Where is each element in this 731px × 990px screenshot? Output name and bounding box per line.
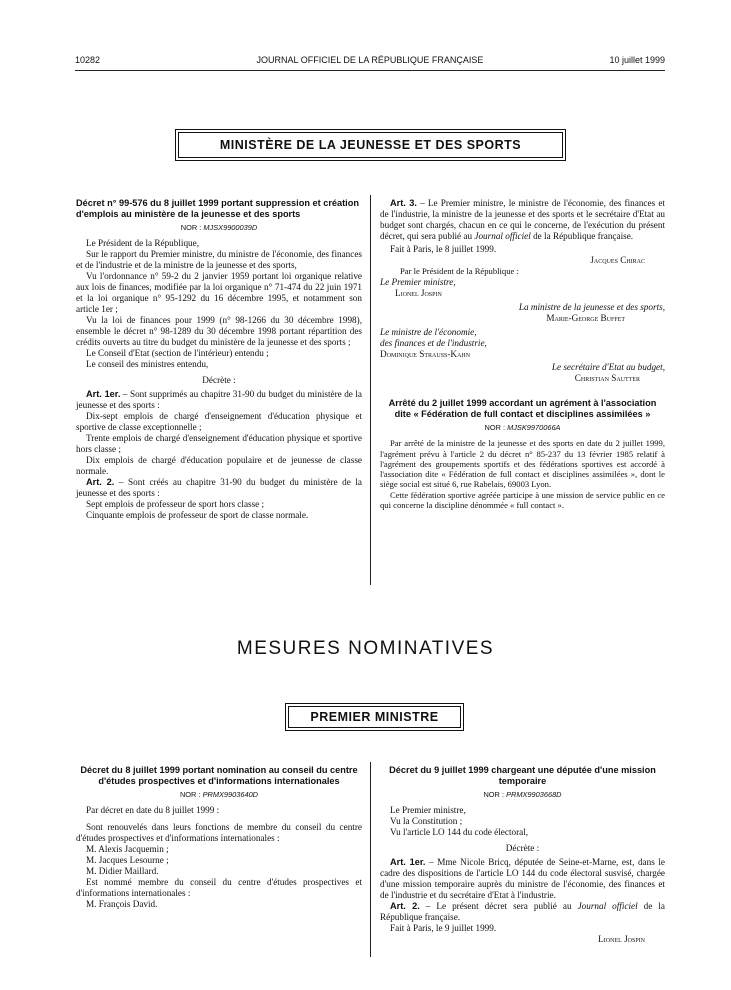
decret-title: Décret n° 99-576 du 8 juillet 1999 portant suppression et création d'emplois au ministère de la jeunesse et des sports	[76, 198, 359, 219]
article-1: Art. 1er. – Sont supprimés au chapitre 31-90 du budget du ministère de la jeunesse et des sports :	[76, 389, 362, 410]
nor-line: NOR : PRMX9903640D	[179, 790, 259, 799]
member: M. Jacques Lesourne ;	[86, 855, 169, 865]
list-item: Dix-sept emplois de chargé d'enseignement d'éducation physique et sportive de classe exceptionnelle ;	[76, 411, 362, 432]
mesures-nominatives-heading: MESURES NOMINATIVES	[236, 638, 495, 659]
member: M. Alexis Jacquemin ;	[86, 844, 169, 854]
paragraph: Le Conseil d'Etat (section de l'intérieur) entendu ;	[86, 348, 269, 358]
journal-title: JOURNAL OFFICIEL DE LA RÉPUBLIQUE FRANÇAISE	[256, 55, 484, 65]
nor-code: MJSK9970066A	[507, 423, 561, 433]
nor-code: PRMX9903668D	[506, 790, 562, 799]
nor-code: MJSX9900039D	[203, 223, 258, 232]
nor-line: NOR : MJSX9900039D	[180, 223, 258, 232]
paragraph: Le conseil des ministres entendu,	[86, 359, 209, 369]
article-3: Art. 3. – Le Premier ministre, le ministre de l'économie, des finances et de l'industrie, la ministre de la jeunesse et des sports et le secrétaire d'Etat au budget sont chargés, chacun en ce qui le concerne, de l'exécution du présent décret, qui sera publié au Journal officiel de la République française.	[380, 198, 665, 241]
article-1: Art. 1er. – Mme Nicole Bricq, députée de Seine-et-Marne, est, dans le cadre des dispositions de l'article LO 144 du code électoral susvisé, chargée d'une mission temporaire auprès du ministre de l'économie, des finances et de l'industrie et du secrétaire d'Etat à l'industrie.	[380, 857, 666, 900]
page-number: 10282	[75, 55, 101, 65]
pm-title: Le Premier ministre,	[380, 277, 456, 288]
signature: Lionel Jospin	[598, 934, 645, 944]
pm-name: Lionel Jospin	[395, 288, 442, 299]
secretaire-name: Christian Sautter	[574, 373, 640, 384]
list-item: Dix emplois de chargé d'éducation populaire et de jeunesse de classe normale.	[76, 455, 362, 476]
arrete-2-juillet	[380, 398, 665, 510]
par-le-president: Par le Président de la République :	[400, 266, 519, 276]
nor-line: NOR : PRMX9903668D	[483, 790, 562, 799]
paragraph: Vu l'ordonnance n° 59-2 du 2 janvier 1959 portant loi organique relative aux lois de finances, modifiée par la loi organique n° 71-474 du 22 juin 1971 et la loi organique n° 95-1292 du 16 décembre 1995, et notamment son article 1er ;	[76, 271, 362, 314]
decret-99-576-continued	[380, 198, 665, 510]
member: M. François David.	[86, 899, 158, 909]
paragraph: Vu l'article LO 144 du code électoral,	[390, 827, 529, 837]
list-item: Sept emplois de professeur de sport hors classe ;	[86, 499, 265, 509]
article-2: Art. 2. – Le présent décret sera publié au Journal officiel de la République française.	[380, 901, 665, 922]
nor-code: PRMX9903640D	[202, 790, 259, 799]
list-item: Trente emplois de chargé d'enseignement d'éducation physique et sportive hors classe ;	[76, 433, 362, 454]
paragraph: Est nommé membre du conseil du centre d'études prospectives et d'informations internationales :	[76, 877, 362, 898]
article-2: Art. 2. – Sont créés au chapitre 31-90 du budget du ministère de la jeunesse et des sports :	[76, 477, 362, 498]
page-header	[75, 55, 665, 69]
paragraph: Le Premier ministre,	[390, 805, 466, 815]
premier-ministre-box	[285, 703, 464, 731]
signature-president: Jacques Chirac	[590, 255, 645, 265]
arrete-title: Arrêté du 2 juillet 1999 accordant un agrément à l'association dite « Fédération de full contact et disciplines assimilées »	[388, 398, 657, 420]
ministre-js-title: La ministre de la jeunesse et des sports,	[518, 302, 665, 313]
paragraph: Sont renouvelés dans leurs fonctions de membre du conseil du centre d'études prospectives et d'informations internationales :	[76, 822, 362, 843]
paragraph: Par décret en date du 8 juillet 1999 :	[86, 805, 220, 815]
member: M. Didier Maillard.	[86, 866, 159, 876]
secretaire-block	[380, 362, 665, 384]
decret-mission-temporaire	[380, 765, 665, 945]
ministry-box	[175, 129, 566, 161]
ministre-js-name: Marie-George Buffet	[546, 313, 625, 324]
ministry-title: MINISTÈRE DE LA JEUNESSE ET DES SPORTS	[178, 132, 563, 158]
paragraph: Vu la Constitution ;	[390, 816, 463, 826]
fait-a-paris: Fait à Paris, le 9 juillet 1999.	[390, 923, 497, 933]
list-item: Cinquante emplois de professeur de sport de classe normale.	[86, 510, 309, 520]
column-divider	[370, 195, 371, 585]
decret-nomination-cepii	[76, 765, 362, 910]
decret-title: Décret du 9 juillet 1999 chargeant une députée d'une mission temporaire	[389, 765, 656, 786]
fait-a-paris: Fait à Paris, le 8 juillet 1999.	[390, 244, 497, 254]
decret-99-576	[76, 198, 362, 521]
ministre-eco-block: Le ministre de l'économie, des finances et de l'industrie, Dominique Strauss-Kahn	[380, 327, 487, 360]
issue-date: 10 juillet 1999	[609, 55, 665, 65]
paragraph: Vu la loi de finances pour 1999 (n° 98-1266 du 30 décembre 1998), ensemble le décret n° 98-1289 du 30 décembre 1998 portant répartition des crédits ouverts au titre du budget du ministère de la jeunesse et des sports ;	[76, 315, 362, 347]
header-rule	[75, 70, 665, 71]
paragraph: Par arrêté de la ministre de la jeunesse et des sports en date du 2 juillet 1999, l'agrément prévu à l'article 2 du décret n° 85-237 du 13 février 1985 relatif à l'agrément des groupements sportifs et des fédérations sportives est accordé à l'association dite « Fédération de full contact et disciplines assimilées », dont le siège social est situé 6, rue Rabelais, 69003 Lyon.	[380, 438, 665, 490]
ministre-js-block	[380, 302, 665, 324]
secretaire-title: Le secrétaire d'Etat au budget,	[551, 362, 665, 373]
decrete-heading: Décrète :	[202, 375, 236, 385]
ministre-eco-name: Dominique Strauss-Kahn	[380, 349, 471, 360]
paragraph: Sur le rapport du Premier ministre, du ministre de l'économie, des finances et de l'industrie et de la ministre de la jeunesse et des sports,	[76, 249, 362, 270]
nor-line: NOR : MJSK9970066A	[484, 423, 561, 433]
decret-title: Décret du 8 juillet 1999 portant nomination au conseil du centre d'études prospectives et d'informations internationales	[80, 765, 358, 786]
column-divider	[370, 762, 371, 957]
decrete-heading: Décrète :	[505, 843, 540, 853]
pm-block	[380, 277, 665, 299]
paragraph: Le Président de la République,	[86, 238, 200, 248]
paragraph: Cette fédération sportive agréée participe à une mission de service public en ce qui concerne la discipline dénommée « full contact ».	[380, 489, 665, 511]
premier-ministre-title: PREMIER MINISTRE	[288, 706, 461, 728]
